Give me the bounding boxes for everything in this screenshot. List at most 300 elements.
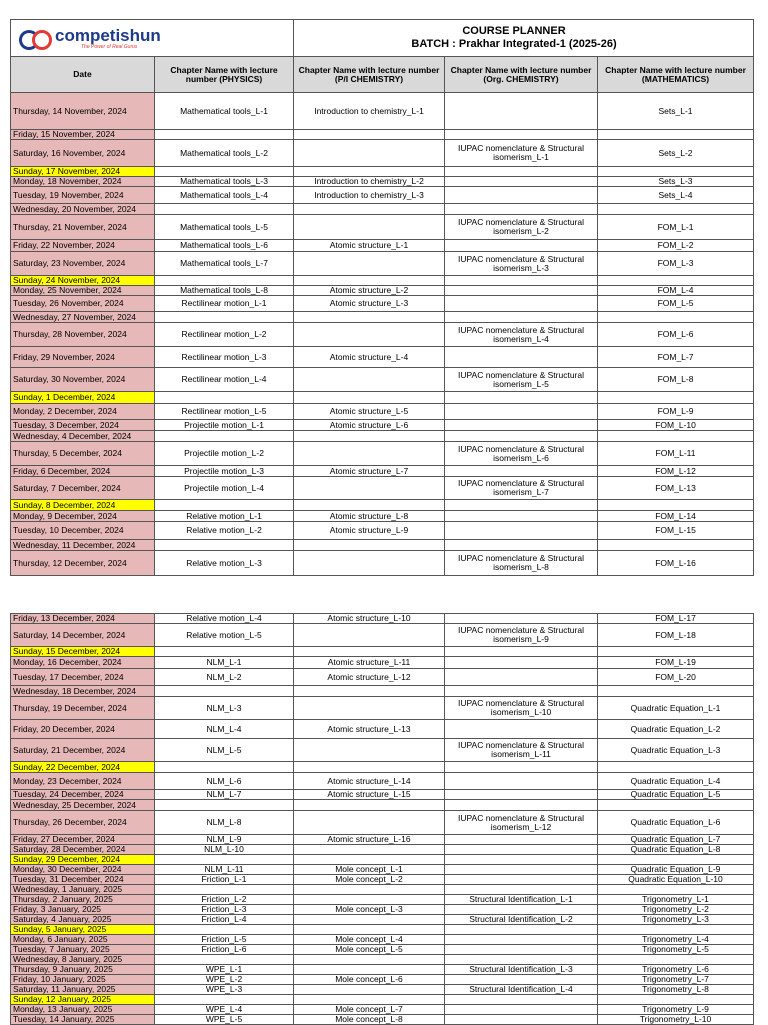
schedule-row [11,935,754,945]
schedule-row [11,431,754,442]
schedule-row [11,905,754,915]
org-chemistry-cell [445,187,598,204]
date-cell: Monday, 23 December, 2024 [11,773,155,790]
date-cell: Friday, 22 November, 2024 [11,240,155,252]
date-cell: Thursday, 19 December, 2024 [11,697,155,720]
schedule-body-page-2 [11,614,754,1025]
org-chemistry-cell [445,855,598,865]
physics-cell [155,500,294,511]
org-chemistry-cell [445,93,598,130]
mathematics-cell: FOM_L-17 [598,614,754,624]
date-cell: Friday, 20 December, 2024 [11,720,155,739]
pi-chemistry-cell [294,965,445,975]
physics-cell: WPE_L-2 [155,975,294,985]
schedule-row [11,312,754,323]
schedule-row [11,252,754,276]
date-cell: Tuesday, 31 December, 2024 [11,875,155,885]
org-chemistry-cell: IUPAC nomenclature & Structural isomerism_L-3 [445,252,598,276]
mathematics-cell: Trigonometry_L-6 [598,965,754,975]
schedule-row [11,790,754,800]
physics-cell: Mathematical tools_L-5 [155,215,294,240]
schedule-row [11,1005,754,1015]
physics-cell: Mathematical tools_L-6 [155,240,294,252]
org-chemistry-cell [445,522,598,540]
col-header-pi-chemistry: Chapter Name with lecture number (P/I CHEMISTRY) [294,57,445,93]
mathematics-cell [598,392,754,404]
org-chemistry-cell [445,614,598,624]
date-cell: Monday, 16 December, 2024 [11,657,155,669]
schedule-row-sunday [11,276,754,286]
pi-chemistry-cell: Atomic structure_L-3 [294,296,445,312]
org-chemistry-cell [445,905,598,915]
physics-cell: Mathematical tools_L-3 [155,177,294,187]
pi-chemistry-cell: Atomic structure_L-16 [294,835,445,845]
mathematics-cell: FOM_L-4 [598,286,754,296]
pi-chemistry-cell: Atomic structure_L-6 [294,420,445,431]
mathematics-cell: Trigonometry_L-7 [598,975,754,985]
schedule-row-sunday [11,855,754,865]
org-chemistry-cell: IUPAC nomenclature & Structural isomerism_L-12 [445,811,598,835]
pi-chemistry-cell: Atomic structure_L-10 [294,614,445,624]
physics-cell: Mathematical tools_L-2 [155,140,294,167]
pi-chemistry-cell [294,312,445,323]
schedule-row [11,835,754,845]
physics-cell: NLM_L-5 [155,739,294,762]
schedule-row [11,442,754,466]
mathematics-cell: Trigonometry_L-2 [598,905,754,915]
date-cell: Friday, 6 December, 2024 [11,466,155,477]
mathematics-cell: FOM_L-12 [598,466,754,477]
date-cell: Sunday, 29 December, 2024 [11,855,155,865]
mathematics-cell [598,431,754,442]
schedule-row [11,686,754,697]
mathematics-cell: Quadratic Equation_L-7 [598,835,754,845]
date-cell: Saturday, 21 December, 2024 [11,739,155,762]
mathematics-cell [598,925,754,935]
pi-chemistry-cell [294,686,445,697]
date-cell: Friday, 15 November, 2024 [11,130,155,140]
mathematics-cell [598,995,754,1005]
pi-chemistry-cell: Atomic structure_L-4 [294,347,445,368]
date-cell: Friday, 29 November, 2024 [11,347,155,368]
date-cell: Monday, 30 December, 2024 [11,865,155,875]
pi-chemistry-cell [294,215,445,240]
course-planner-table-page-2 [10,613,754,1025]
schedule-row [11,697,754,720]
org-chemistry-cell: IUPAC nomenclature & Structural isomerism_L-11 [445,739,598,762]
physics-cell: Rectilinear motion_L-2 [155,323,294,347]
physics-cell: Friction_L-6 [155,945,294,955]
schedule-row [11,915,754,925]
mathematics-cell: FOM_L-10 [598,420,754,431]
date-cell: Tuesday, 10 December, 2024 [11,522,155,540]
date-cell: Monday, 25 November, 2024 [11,286,155,296]
physics-cell: Projectile motion_L-3 [155,466,294,477]
date-cell: Tuesday, 14 January, 2025 [11,1015,155,1025]
pi-chemistry-cell: Atomic structure_L-8 [294,511,445,522]
org-chemistry-cell: IUPAC nomenclature & Structural isomerism_L-6 [445,442,598,466]
date-cell: Tuesday, 17 December, 2024 [11,669,155,686]
physics-cell [155,130,294,140]
schedule-row [11,204,754,215]
pi-chemistry-cell [294,551,445,576]
pi-chemistry-cell [294,130,445,140]
physics-cell [155,312,294,323]
date-cell: Sunday, 1 December, 2024 [11,392,155,404]
schedule-row [11,551,754,576]
schedule-row [11,669,754,686]
pi-chemistry-cell: Atomic structure_L-2 [294,286,445,296]
mathematics-cell: FOM_L-3 [598,252,754,276]
pi-chemistry-cell [294,431,445,442]
schedule-row [11,477,754,500]
schedule-row [11,895,754,905]
physics-cell [155,276,294,286]
brand-name: competishun [55,25,161,45]
mathematics-cell [598,312,754,323]
schedule-row [11,955,754,965]
physics-cell [155,167,294,177]
physics-cell [155,800,294,811]
pi-chemistry-cell [294,739,445,762]
schedule-row [11,286,754,296]
date-cell: Wednesday, 4 December, 2024 [11,431,155,442]
physics-cell: Mathematical tools_L-8 [155,286,294,296]
pi-chemistry-cell: Atomic structure_L-9 [294,522,445,540]
pi-chemistry-cell: Mole concept_L-6 [294,975,445,985]
org-chemistry-cell: Structural Identification_L-4 [445,985,598,995]
org-chemistry-cell [445,800,598,811]
org-chemistry-cell [445,955,598,965]
pi-chemistry-cell: Atomic structure_L-14 [294,773,445,790]
mathematics-cell: Quadratic Equation_L-10 [598,875,754,885]
pi-chemistry-cell [294,697,445,720]
org-chemistry-cell [445,925,598,935]
mathematics-cell: Sets_L-1 [598,93,754,130]
physics-cell: Rectilinear motion_L-4 [155,368,294,392]
date-cell: Wednesday, 27 November, 2024 [11,312,155,323]
mathematics-cell: Quadratic Equation_L-9 [598,865,754,875]
schedule-row [11,215,754,240]
schedule-row [11,511,754,522]
mathematics-cell [598,276,754,286]
mathematics-cell [598,167,754,177]
date-cell: Thursday, 5 December, 2024 [11,442,155,466]
org-chemistry-cell: Structural Identification_L-3 [445,965,598,975]
pi-chemistry-cell [294,855,445,865]
pi-chemistry-cell [294,915,445,925]
physics-cell: WPE_L-4 [155,1005,294,1015]
mathematics-cell: Quadratic Equation_L-3 [598,739,754,762]
org-chemistry-cell [445,204,598,215]
physics-cell [155,925,294,935]
schedule-row [11,540,754,551]
mathematics-cell [598,762,754,773]
mathematics-cell: Quadratic Equation_L-8 [598,845,754,855]
physics-cell: NLM_L-3 [155,697,294,720]
schedule-row [11,739,754,762]
pi-chemistry-cell [294,845,445,855]
mathematics-cell [598,540,754,551]
pi-chemistry-cell [294,500,445,511]
mathematics-cell: FOM_L-2 [598,240,754,252]
org-chemistry-cell [445,647,598,657]
date-cell: Saturday, 4 January, 2025 [11,915,155,925]
pi-chemistry-cell [294,252,445,276]
physics-cell [155,855,294,865]
physics-cell: Mathematical tools_L-7 [155,252,294,276]
date-cell: Sunday, 24 November, 2024 [11,276,155,286]
pi-chemistry-cell: Mole concept_L-4 [294,935,445,945]
physics-cell: Friction_L-1 [155,875,294,885]
org-chemistry-cell [445,845,598,855]
mathematics-cell: FOM_L-14 [598,511,754,522]
mathematics-cell: FOM_L-19 [598,657,754,669]
physics-cell: NLM_L-2 [155,669,294,686]
schedule-row [11,773,754,790]
schedule-row [11,187,754,204]
physics-cell: Friction_L-2 [155,895,294,905]
physics-cell: Mathematical tools_L-1 [155,93,294,130]
date-cell: Sunday, 5 January, 2025 [11,925,155,935]
schedule-row-sunday [11,392,754,404]
mathematics-cell [598,130,754,140]
mathematics-cell [598,500,754,511]
schedule-row [11,885,754,895]
date-cell: Monday, 2 December, 2024 [11,404,155,420]
date-cell: Wednesday, 25 December, 2024 [11,800,155,811]
pi-chemistry-cell: Atomic structure_L-1 [294,240,445,252]
schedule-row-sunday [11,647,754,657]
physics-cell: Friction_L-4 [155,915,294,925]
org-chemistry-cell [445,177,598,187]
physics-cell [155,392,294,404]
course-planner-table-page-1 [10,19,754,576]
mathematics-cell: FOM_L-20 [598,669,754,686]
physics-cell: Projectile motion_L-4 [155,477,294,500]
pi-chemistry-cell [294,276,445,286]
schedule-row [11,240,754,252]
org-chemistry-cell: Structural Identification_L-2 [445,915,598,925]
physics-cell: NLM_L-6 [155,773,294,790]
physics-cell: Friction_L-3 [155,905,294,915]
brand-logo-cell [11,20,294,57]
pi-chemistry-cell: Atomic structure_L-12 [294,669,445,686]
pi-chemistry-cell: Atomic structure_L-11 [294,657,445,669]
org-chemistry-cell [445,347,598,368]
col-header-physics: Chapter Name with lecture number (PHYSICS) [155,57,294,93]
date-cell: Wednesday, 1 January, 2025 [11,885,155,895]
org-chemistry-cell [445,240,598,252]
schedule-row [11,945,754,955]
pi-chemistry-cell: Mole concept_L-3 [294,905,445,915]
org-chemistry-cell [445,1005,598,1015]
org-chemistry-cell: IUPAC nomenclature & Structural isomerism_L-8 [445,551,598,576]
pi-chemistry-cell: Mole concept_L-8 [294,1015,445,1025]
mathematics-cell: Trigonometry_L-4 [598,935,754,945]
schedule-row-sunday [11,500,754,511]
org-chemistry-cell [445,762,598,773]
physics-cell: Relative motion_L-2 [155,522,294,540]
date-cell: Thursday, 21 November, 2024 [11,215,155,240]
schedule-row [11,404,754,420]
pi-chemistry-cell [294,442,445,466]
org-chemistry-cell [445,835,598,845]
schedule-row [11,720,754,739]
physics-cell: NLM_L-8 [155,811,294,835]
mathematics-cell: FOM_L-9 [598,404,754,420]
schedule-row-sunday [11,925,754,935]
date-cell: Sunday, 17 November, 2024 [11,167,155,177]
pi-chemistry-cell [294,995,445,1005]
schedule-row [11,323,754,347]
schedule-row [11,800,754,811]
org-chemistry-cell [445,995,598,1005]
physics-cell: Projectile motion_L-2 [155,442,294,466]
date-cell: Thursday, 28 November, 2024 [11,323,155,347]
physics-cell [155,762,294,773]
mathematics-cell: Sets_L-2 [598,140,754,167]
date-cell: Thursday, 14 November, 2024 [11,93,155,130]
brand-tagline: The Power of Real Gurus [81,43,138,50]
org-chemistry-cell [445,657,598,669]
mathematics-cell: FOM_L-16 [598,551,754,576]
schedule-row [11,614,754,624]
mathematics-cell: Quadratic Equation_L-1 [598,697,754,720]
date-cell: Sunday, 22 December, 2024 [11,762,155,773]
physics-cell: Mathematical tools_L-4 [155,187,294,204]
date-cell: Saturday, 28 December, 2024 [11,845,155,855]
pi-chemistry-cell: Mole concept_L-1 [294,865,445,875]
date-cell: Wednesday, 20 November, 2024 [11,204,155,215]
schedule-row-sunday [11,167,754,177]
org-chemistry-cell [445,790,598,800]
org-chemistry-cell [445,885,598,895]
physics-cell [155,995,294,1005]
schedule-row [11,177,754,187]
mathematics-cell: Trigonometry_L-5 [598,945,754,955]
date-cell: Thursday, 9 January, 2025 [11,965,155,975]
schedule-body-page-1 [11,93,754,576]
physics-cell [155,885,294,895]
date-cell: Saturday, 14 December, 2024 [11,624,155,647]
competishun-logo [11,20,293,56]
physics-cell [155,431,294,442]
mathematics-cell: FOM_L-6 [598,323,754,347]
org-chemistry-cell: IUPAC nomenclature & Structural isomerism_L-10 [445,697,598,720]
date-cell: Sunday, 12 January, 2025 [11,995,155,1005]
org-chemistry-cell [445,773,598,790]
mathematics-cell: Trigonometry_L-9 [598,1005,754,1015]
mathematics-cell: Trigonometry_L-8 [598,985,754,995]
org-chemistry-cell [445,935,598,945]
schedule-row [11,140,754,167]
mathematics-cell: Trigonometry_L-10 [598,1015,754,1025]
physics-cell [155,955,294,965]
pi-chemistry-cell [294,368,445,392]
col-header-mathematics: Chapter Name with lecture number (MATHEMATICS) [598,57,754,93]
physics-cell: WPE_L-1 [155,965,294,975]
physics-cell: Rectilinear motion_L-3 [155,347,294,368]
date-cell: Saturday, 23 November, 2024 [11,252,155,276]
date-cell: Tuesday, 26 November, 2024 [11,296,155,312]
pi-chemistry-cell: Introduction to chemistry_L-1 [294,93,445,130]
date-cell: Saturday, 11 January, 2025 [11,985,155,995]
date-cell: Friday, 27 December, 2024 [11,835,155,845]
schedule-row [11,93,754,130]
mathematics-cell: Trigonometry_L-1 [598,895,754,905]
pi-chemistry-cell: Mole concept_L-2 [294,875,445,885]
physics-cell: Projectile motion_L-1 [155,420,294,431]
mathematics-cell: Sets_L-3 [598,177,754,187]
org-chemistry-cell [445,511,598,522]
date-cell: Wednesday, 18 December, 2024 [11,686,155,697]
date-cell: Thursday, 26 December, 2024 [11,811,155,835]
org-chemistry-cell [445,720,598,739]
schedule-row [11,296,754,312]
pi-chemistry-cell: Atomic structure_L-7 [294,466,445,477]
pi-chemistry-cell: Mole concept_L-5 [294,945,445,955]
org-chemistry-cell [445,540,598,551]
date-cell: Thursday, 12 December, 2024 [11,551,155,576]
pi-chemistry-cell [294,811,445,835]
mathematics-cell: FOM_L-7 [598,347,754,368]
pi-chemistry-cell [294,985,445,995]
schedule-row [11,466,754,477]
pi-chemistry-cell [294,140,445,167]
date-cell: Tuesday, 24 December, 2024 [11,790,155,800]
schedule-row-sunday [11,995,754,1005]
brand-mark-icon [19,28,53,48]
mathematics-cell: Trigonometry_L-3 [598,915,754,925]
org-chemistry-cell [445,420,598,431]
org-chemistry-cell [445,945,598,955]
pi-chemistry-cell [294,624,445,647]
physics-cell [155,540,294,551]
date-cell: Thursday, 2 January, 2025 [11,895,155,905]
mathematics-cell: Quadratic Equation_L-5 [598,790,754,800]
mathematics-cell: Quadratic Equation_L-6 [598,811,754,835]
date-cell: Saturday, 7 December, 2024 [11,477,155,500]
pi-chemistry-cell [294,955,445,965]
schedule-row [11,845,754,855]
physics-cell [155,647,294,657]
pi-chemistry-cell: Introduction to chemistry_L-2 [294,177,445,187]
physics-cell [155,686,294,697]
date-cell: Saturday, 16 November, 2024 [11,140,155,167]
schedule-row [11,875,754,885]
org-chemistry-cell: IUPAC nomenclature & Structural isomerism_L-5 [445,368,598,392]
org-chemistry-cell [445,500,598,511]
pi-chemistry-cell: Atomic structure_L-15 [294,790,445,800]
org-chemistry-cell [445,865,598,875]
mathematics-cell [598,955,754,965]
physics-cell: NLM_L-4 [155,720,294,739]
pi-chemistry-cell [294,167,445,177]
org-chemistry-cell: IUPAC nomenclature & Structural isomerism_L-7 [445,477,598,500]
date-cell: Friday, 13 December, 2024 [11,614,155,624]
date-cell: Saturday, 30 November, 2024 [11,368,155,392]
physics-cell: Relative motion_L-4 [155,614,294,624]
date-cell: Tuesday, 7 January, 2025 [11,945,155,955]
schedule-row [11,347,754,368]
pi-chemistry-cell: Atomic structure_L-13 [294,720,445,739]
pi-chemistry-cell [294,895,445,905]
org-chemistry-cell [445,431,598,442]
date-cell: Monday, 13 January, 2025 [11,1005,155,1015]
batch-title: BATCH : Prakhar Integrated-1 (2025-26) [411,38,617,50]
date-cell: Monday, 18 November, 2024 [11,177,155,187]
